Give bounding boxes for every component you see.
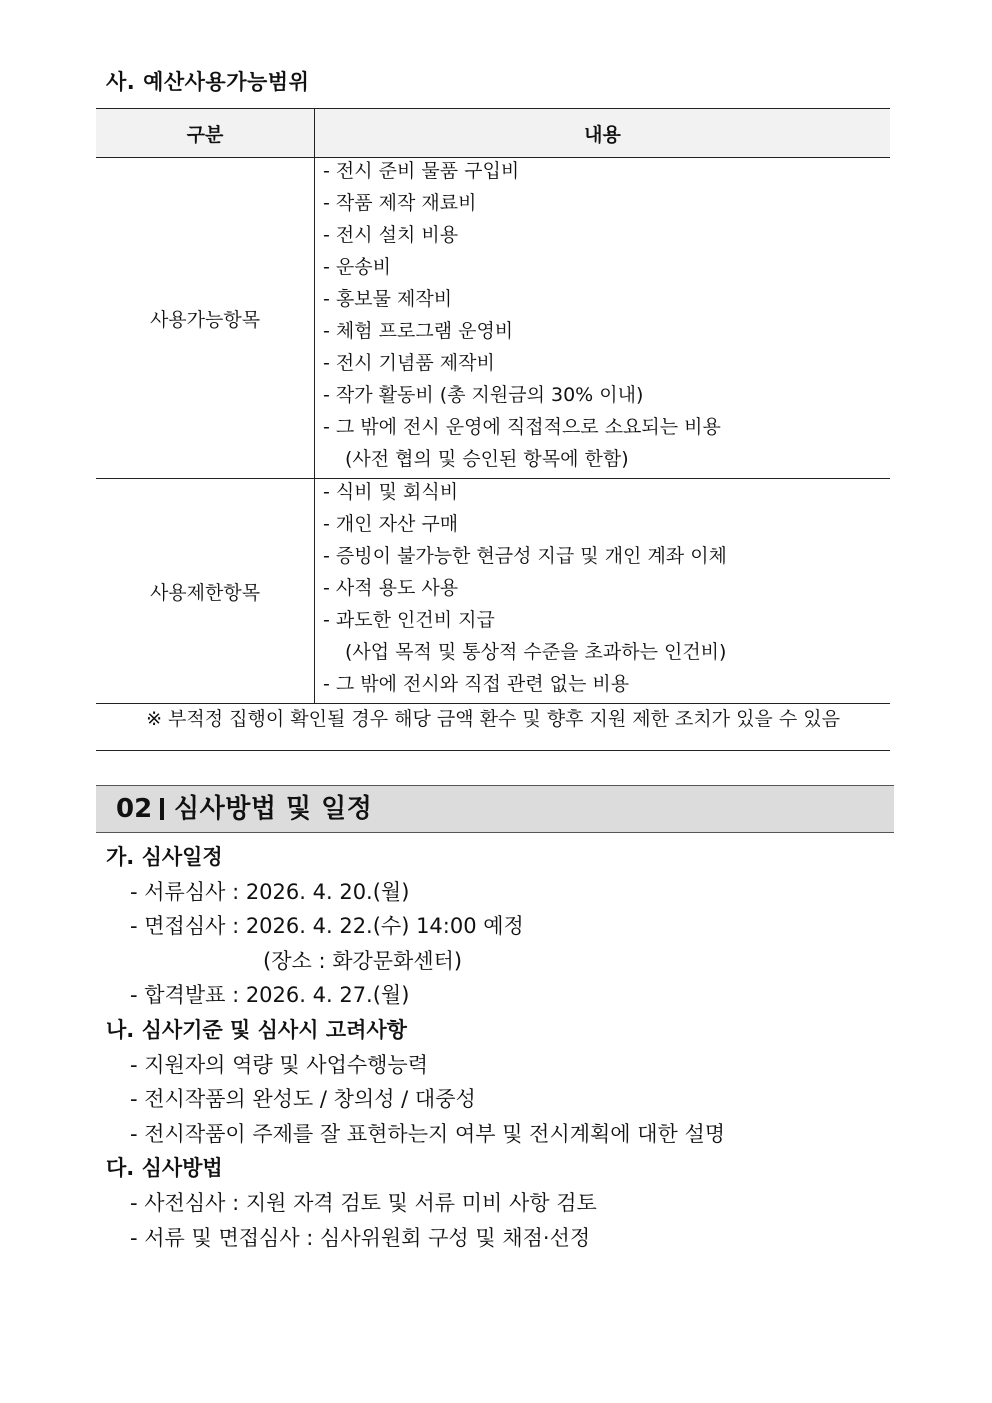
header-category: 구분 <box>96 109 315 158</box>
list-item: - 전시 준비 물품 구입비 <box>323 160 520 182</box>
table-row-limited <box>96 479 890 704</box>
budget-table <box>96 108 890 704</box>
notice-text: ※ 부적정 집행이 확인될 경우 해당 금액 환수 및 향후 지원 제한 조치가 있을 수 있음 <box>96 688 890 751</box>
list-item: - 서류심사 : 2026. 4. 20.(월) <box>130 879 410 904</box>
list-item: - 전시작품이 주제를 잘 표현하는지 여부 및 전시계획에 대한 설명 <box>130 1121 726 1146</box>
list-item: - 홍보물 제작비 <box>323 288 453 310</box>
subheading-criteria: 나. 심사기준 및 심사시 고려사항 <box>106 1017 407 1042</box>
subheading-method: 다. 심사방법 <box>106 1156 223 1181</box>
list-item: - 작가 활동비 (총 지원금의 30% 이내) <box>323 384 644 406</box>
list-item: - 지원자의 역량 및 사업수행능력 <box>130 1052 428 1077</box>
list-item: - 과도한 인건비 지급 <box>323 609 495 631</box>
table-header-row <box>96 109 890 158</box>
category-allowed: 사용가능항목 <box>96 158 315 479</box>
allowed-items <box>315 158 891 479</box>
list-item: - 개인 자산 구매 <box>323 513 459 535</box>
review-content <box>106 840 886 1255</box>
table-row-allowed <box>96 158 890 479</box>
list-item: - 전시작품의 완성도 / 창의성 / 대중성 <box>130 1087 476 1112</box>
list-item: - 서류 및 면접심사 : 심사위원회 구성 및 채점·선정 <box>130 1225 591 1250</box>
section-banner <box>96 785 894 833</box>
list-item: - 증빙이 불가능한 현금성 지급 및 개인 계좌 이체 <box>323 545 727 567</box>
list-item: - 식비 및 회식비 <box>323 481 459 503</box>
list-item: - 그 밖에 전시와 직접 관련 없는 비용 <box>323 673 630 695</box>
list-item: - 작품 제작 재료비 <box>323 192 477 214</box>
list-item: - 전시 설치 비용 <box>323 224 459 246</box>
limited-items <box>315 479 891 704</box>
list-item: - 사적 용도 사용 <box>323 577 459 599</box>
separator-bar <box>160 798 164 820</box>
list-item: - 운송비 <box>323 256 391 278</box>
list-item: - 그 밖에 전시 운영에 직접적으로 소요되는 비용 <box>323 416 721 438</box>
list-item: - 면접심사 : 2026. 4. 22.(수) 14:00 예정 <box>130 914 524 939</box>
list-item: - 전시 기념품 제작비 <box>323 352 495 374</box>
section-heading: 심사방법 및 일정 <box>174 794 373 824</box>
list-item-continuation: (사업 목적 및 통상적 수준을 초과하는 인건비) <box>345 641 727 663</box>
list-item-continuation: (사전 협의 및 승인된 항목에 한함) <box>345 448 629 470</box>
subheading-schedule: 가. 심사일정 <box>106 845 223 869</box>
list-item: - 사전심사 : 지원 자격 검토 및 서류 미비 사항 검토 <box>130 1190 597 1215</box>
section-title-budget: 사. 예산사용가능범위 <box>106 70 310 94</box>
category-limited: 사용제한항목 <box>96 479 315 704</box>
list-item: - 합격발표 : 2026. 4. 27.(월) <box>130 983 410 1008</box>
list-item: - 체험 프로그램 운영비 <box>323 320 514 342</box>
section-number: 02 <box>116 794 153 824</box>
list-item-continuation: (장소 : 화강문화센터) <box>263 948 463 973</box>
header-content: 내용 <box>315 109 891 158</box>
